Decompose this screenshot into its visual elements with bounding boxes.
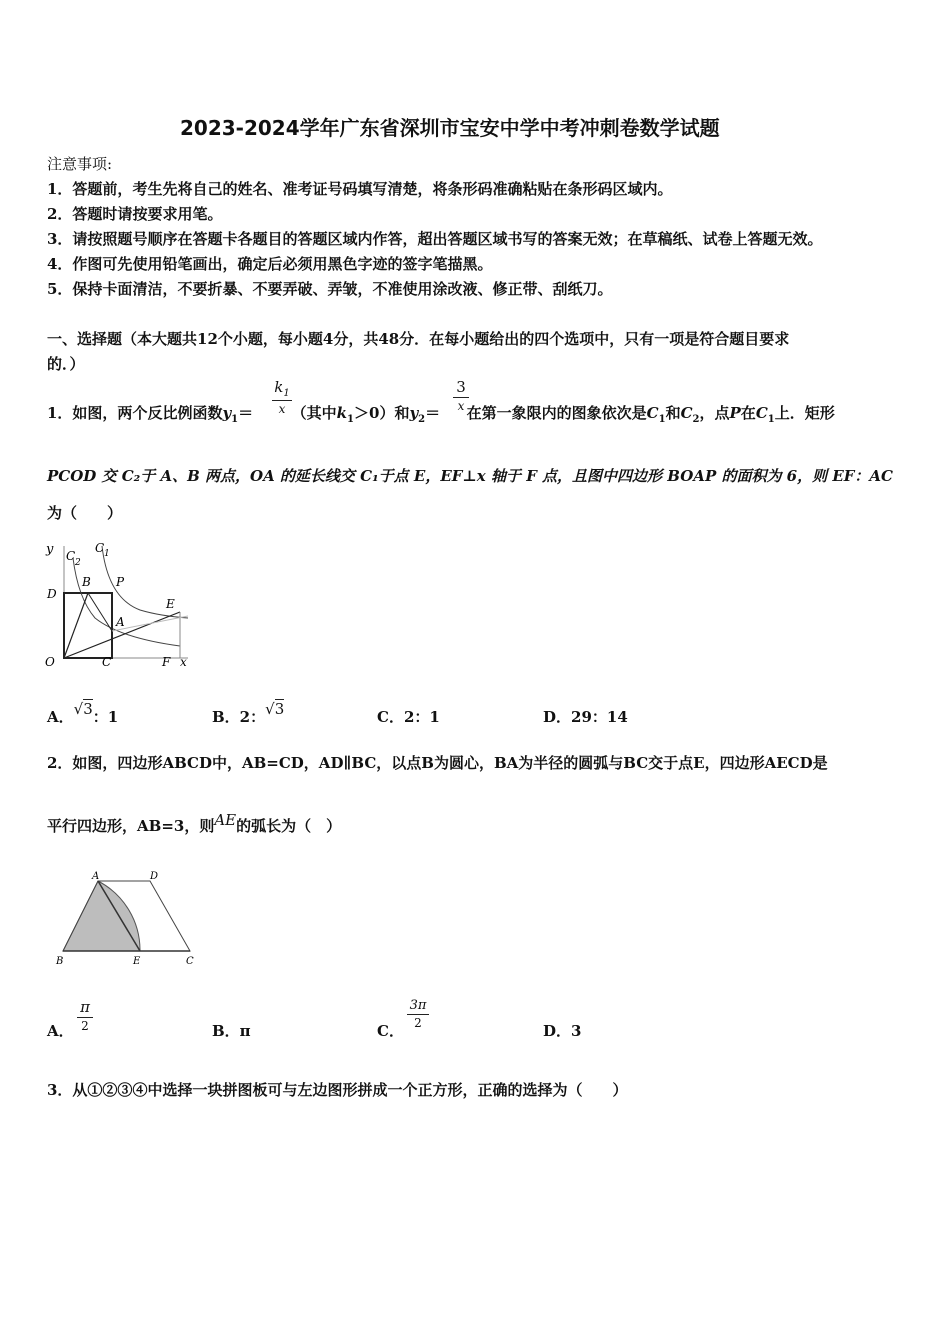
q3-line1: 3．从①②③④中选择一块拼图板可与左边图形拼成一个正方形，正确的选择为（ ） — [47, 1081, 628, 1099]
q1-option-c: C．2：1 — [377, 708, 440, 726]
fig2-label: D — [150, 871, 159, 882]
fig1-label: y — [46, 542, 54, 557]
fraction-3-over-x: 3 x — [453, 378, 469, 413]
fig1-label: F — [162, 655, 171, 669]
q1-option-d: D．29：14 — [543, 708, 628, 726]
note-item: 1．答题前，考生先将自己的姓名、准考证号码填写清楚，将条形码准确粘贴在条形码区域内。 — [47, 180, 673, 198]
section-heading-cont: 的．） — [47, 355, 85, 373]
q2-line2: 平行四边形，AB=3，则AE的弧长为（ ） — [47, 811, 342, 835]
fig1-label: B — [82, 575, 91, 589]
q1-line3: 为（ ） — [47, 504, 123, 522]
fig1-label: P — [116, 575, 125, 589]
fig2-label: C — [186, 956, 194, 967]
q2-option-a-label: A． — [47, 1022, 74, 1040]
fig2-label: E — [133, 956, 141, 967]
fig1-label: O — [45, 655, 55, 669]
note-item: 3．请按照题号顺序在答题卡各题目的答题区域内作答，超出答题区域书写的答案无效；在草稿纸、试卷上答题无效。 — [47, 230, 823, 248]
q2-option-c-label: C． — [377, 1022, 404, 1040]
page-title: 2023-2024学年广东省深圳市宝安中学中考冲刺卷数学试题 — [180, 116, 720, 140]
fig1-label: 1 — [104, 549, 110, 559]
q2-option-a-fraction: π 2 — [77, 998, 93, 1033]
fig1-label: E — [166, 597, 175, 611]
fig1-label: A — [116, 615, 125, 629]
fig1-label: D — [47, 587, 57, 601]
section-heading: 一、选择题（本大题共12个小题，每小题4分，共48分．在每小题给出的四个选项中，只有一项是符合题目要求 — [47, 330, 790, 348]
fig1-label: x — [180, 655, 187, 669]
notes-heading: 注意事项: — [47, 155, 113, 173]
fig1-label: 2 — [75, 558, 81, 568]
note-item: 5．保持卡面清洁，不要折暴、不要弄破、弄皱，不准使用涂改液、修正带、刮纸刀。 — [47, 280, 613, 298]
q2-option-d: D．3 — [543, 1022, 582, 1040]
q2-option-c-fraction: 3π 2 — [407, 998, 429, 1030]
q2-figure — [48, 866, 200, 970]
q1-figure — [40, 538, 195, 673]
fig2-label: B — [56, 956, 64, 967]
fraction-k1-over-x: $k_1$ x — [272, 378, 292, 416]
q1-line1: 1．如图，两个反比例函数$y_1=$ （其中$k_1>0$）和$y_2=$ 在第一象限内的图象依次是$C_1$和$C_2$，点P在$C_1$上．矩形 — [47, 404, 835, 425]
q2-line1: 2．如图，四边形ABCD中，AB=CD，AD∥BC，以点B为圆心，BA为半径的圆弧与BC交于点E，四边形AECD是 — [47, 754, 828, 772]
fig1-label: C — [95, 541, 105, 555]
fig1-label: C — [66, 549, 76, 563]
note-item: 4．作图可先使用铅笔画出，确定后必须用黑色字迹的签字笔描黑。 — [47, 255, 493, 273]
q1-option-b: B．2：√3 — [212, 700, 285, 726]
q1-option-a: A．√3：1 — [47, 700, 119, 726]
fig1-label: C — [102, 655, 112, 669]
q2-option-b: B．π — [212, 1022, 251, 1040]
fig2-label: A — [92, 871, 100, 882]
q1-line2: PCOD 交 C₂于 A、B 两点，OA 的延长线交 C₁于点 E，EF⊥x 轴于 F 点，且图中四边形 BOAP 的面积为 6，则 EF：AC — [47, 467, 893, 485]
note-item: 2．答题时请按要求用笔。 — [47, 205, 223, 223]
